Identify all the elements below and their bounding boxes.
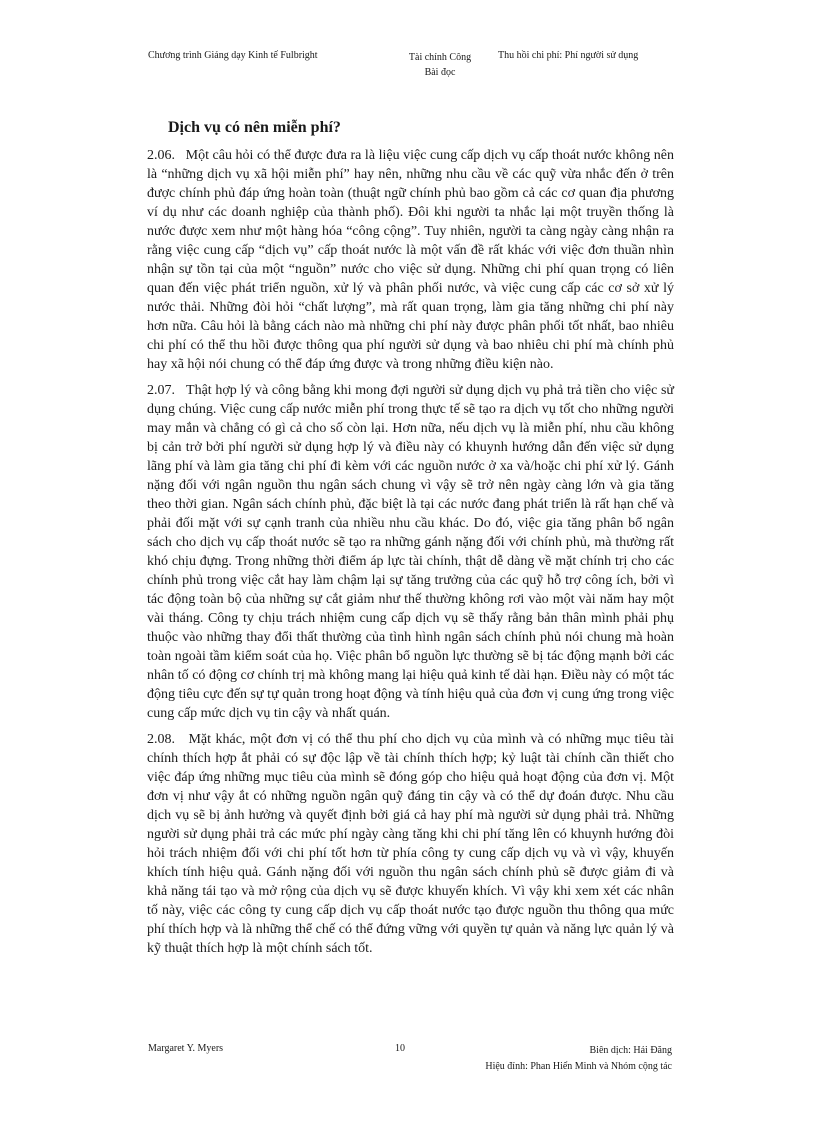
paragraph-2-07 — [147, 381, 674, 723]
page-header — [0, 50, 816, 90]
paragraph-number: 2.08. — [147, 732, 175, 747]
footer-credits — [478, 1043, 672, 1075]
footer-translator: Biên dịch: Hải Đăng — [589, 1045, 672, 1056]
paragraph-text: Một câu hỏi có thể được đưa ra là liệu việc cung cấp dịch vụ cấp thoát nước không nên là “những dịch vụ xã hội miễn phí” hay nên, những nhu cầu về các quỹ vừa nhắc đến ở trên được chính phủ đáp ứng hoàn toàn (thuật ngữ chính phủ bao gồm cả các cơ quan địa phương ví dụ như các doanh nghiệp của thành phố). Đôi khi người ta nhắc lại một truyền thống là nước được xem như một hàng hóa “công cộng”. Tuy nhiên, người ta càng ngày càng nhận ra rằng việc cung cấp “dịch vụ” cấp thoát nước là một vấn đề rất khác với việc đơn thuần nhìn nhận sự tồn tại của một “nguồn” nước cho việc sử dụng. Những chi phí quan trọng có liên quan đến việc phát triển nguồn, xử lý và phân phối nước, và việc cung cấp các cơ sở xử lý nước thải. Những đòi hỏi “chất lượng”, mà rất quan trọng, làm gia tăng những chi phí này hơn nữa. Câu hỏi là bằng cách nào mà những chi phí này được phân phối tốt nhất, bao nhiêu chi phí có thể thu hồi được thông qua phí người sử dụng và bao nhiêu chi phí mà chính phủ hay xã hội nói chung có thể đáp ứng được và trong những điều kiện nào. — [147, 148, 674, 372]
paragraph-2-06 — [147, 146, 674, 374]
page-content — [147, 118, 674, 965]
paragraph-2-08 — [147, 730, 674, 958]
header-chapter: Thu hồi chi phí: Phí người sử dụng — [498, 50, 639, 61]
section-title: Dịch vụ có nên miễn phí? — [168, 119, 341, 136]
header-doc-type: Bài đọc — [424, 67, 456, 78]
header-course: Tài chính Công — [408, 52, 472, 63]
header-program: Chương trình Giảng dạy Kinh tế Fulbright — [148, 50, 318, 61]
header-course-block — [370, 50, 510, 80]
footer-author: Margaret Y. Myers — [148, 1043, 224, 1054]
paragraph-number: 2.07. — [147, 383, 175, 398]
footer-editor: Hiệu đính: Phan Hiển Minh và Nhóm cộng tác — [485, 1061, 672, 1072]
paragraph-number: 2.06. — [147, 148, 175, 163]
paragraph-text: Mặt khác, một đơn vị có thể thu phí cho dịch vụ của mình và có những mục tiêu tài chính thích hợp ắt phải có sự độc lập về tài chính thích hợp; kỷ luật tài chính cần thiết cho việc đáp ứng những mục tiêu của mình sẽ đóng góp cho hiệu quả hoạt động của đơn vị. Một đơn vị như vậy ắt có những nguồn ngân quỹ đáng tin cậy và có thể dự đoán được. Nhu cầu dịch vụ sẽ bị ảnh hưởng và quyết định bởi giá cả hay phí mà người sử dụng phải trả. Những người sử dụng phải trả các mức phí ngày càng tăng khi chi phí tăng lên có khuynh hướng đòi hỏi trách nhiệm đối với chi phí tốt hơn từ phía công ty cung cấp dịch vụ và vì vậy, khuyến khích tính hiệu quả. Gánh nặng đối với nguồn thu ngân sách chính phủ sẽ được giảm đi và khả năng tái tạo và mở rộng của dịch vụ sẽ được khuyến khích. Vì vậy khi xem xét các nhân tố này, việc các công ty cung cấp dịch vụ cấp thoát nước tạo được nguồn thu thông qua mức phí thích hợp và là những thể chế có thể đứng vững với quyền tự quản và năng lực quản lý và kỹ thuật thích hợp là một chính sách tốt. — [147, 732, 675, 956]
paragraph-text: Thật hợp lý và công bằng khi mong đợi người sử dụng dịch vụ phả trả tiền cho việc sử dụng chúng. Việc cung cấp nước miễn phí trong thực tế sẽ tạo ra dịch vụ tốt cho những người may mắn và chẳng có gì cả cho số còn lại. Hơn nữa, nếu dịch vụ là miễn phí, nhu cầu không bị cản trở bởi phí người sử dụng hợp lý và điều này có khuynh hướng dẫn đến việc sử dụng lãng phí và làm gia tăng chi phí đi kèm với các nguồn nước ở xa và/hoặc chi phí xử lý. Gánh nặng đối với ngân nguồn thu ngân sách chung vì vậy sẽ trở nên ngày càng lớn và gia tăng theo thời gian. Ngân sách chính phủ, đặc biệt là tại các nước đang phát triển là rất hạn chế và phải đối mặt với sự cạnh tranh của nhiều nhu cầu khác. Do đó, việc gia tăng phân bổ ngân sách cho dịch vụ cấp thoát nước sẽ tạo ra những gánh nặng đối với chính phủ, mà thường rất khó chịu đựng. Trong những thời điểm áp lực tài chính, thật dễ dàng về mặt chính trị cho các chính phủ trong việc cắt hay làm chậm lại sự tăng trưởng của các quỹ hỗ trợ công ích, bởi vì tác động toàn bộ của những sự cắt giảm như thế thường không rơi vào một vài năm hay một vài tháng. Công ty chịu trách nhiệm cung cấp dịch vụ sẽ thấy rằng bản thân mình phải phụ thuộc vào những thay đổi thất thường của tình hình ngân sách chính phủ nói chung mà hoàn toàn ngoài tầm kiểm soát của họ. Việc phân bổ nguồn lực thường sẽ bị tác động mạnh bởi các nhân tố có động cơ chính trị mà không mang lại hiệu quả kinh tế dài hạn. Điều này có một tác động tiêu cực đến sự tự quản trong hoạt động và tính hiệu quả của đơn vị cung ứng trong việc cung cấp mức dịch vụ tin cậy và nhất quán. — [147, 383, 674, 721]
footer-page-number: 10 — [395, 1043, 405, 1054]
